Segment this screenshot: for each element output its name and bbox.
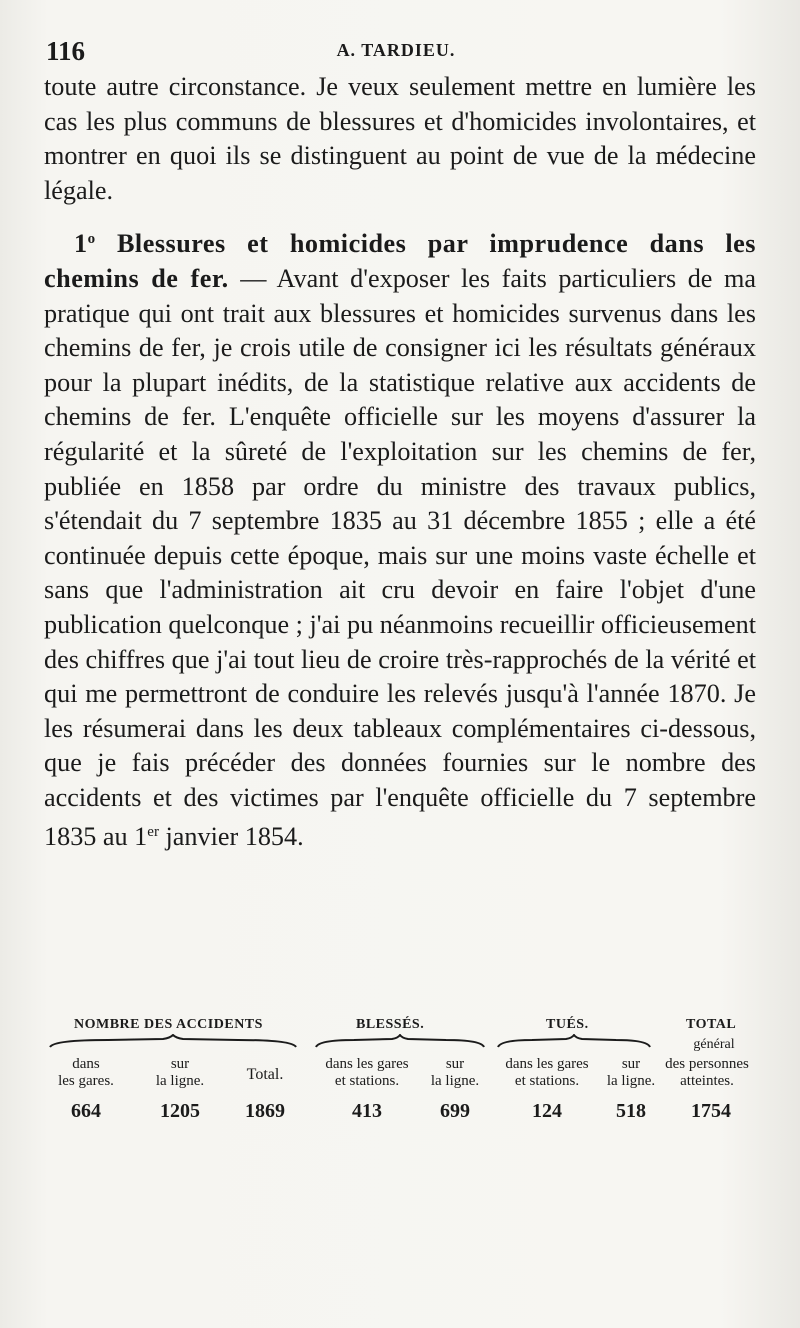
statistics-table bbox=[44, 1012, 760, 1132]
subhead-ligne-text: sur la ligne. bbox=[155, 1056, 205, 1089]
subhead-personnes-text: des personnes atteintes. bbox=[665, 1056, 749, 1089]
paragraph-2-sup: er bbox=[147, 824, 159, 841]
subhead-tues-ligne-text: sur la ligne. bbox=[606, 1056, 656, 1089]
value-accidents-ligne: 1205 bbox=[160, 1100, 200, 1122]
subhead-gares bbox=[46, 1056, 126, 1090]
subhead-tues-gares-text: dans les gares et stations. bbox=[505, 1056, 589, 1089]
header-total-general: général bbox=[693, 1037, 735, 1052]
value-accidents-gares: 664 bbox=[71, 1100, 101, 1122]
value-accidents-total: 1869 bbox=[245, 1100, 285, 1122]
subhead-ligne bbox=[140, 1056, 220, 1090]
brace-blesses bbox=[314, 1034, 486, 1048]
paragraph-2-body: — Avant d'exposer les faits particuliers de ma pratique qui ont trait aux blessures et homicides survenus dans les chemins de fer, je crois utile de consigner ici les résultats généraux pour la plupart inédits, de la statistique relative aux accidents de chemins de fer. L'enquête officielle sur les moyens d'assurer la régularité et la sûreté de l'exploitation sur les chemins de fer, publiée en 1858 par ordre du ministre des travaux publics, s'étendait du 7 septembre 1835 au 31 décembre 1855 ; elle a été continuée depuis cette époque, mais sur une moins vaste échelle et sans que l'administration ait cru devoir en faire l'objet d'une publication quelconque ; j'ai pu néanmoins recueillir officieusement des chiffres que j'ai tout lieu de croire très-rapprochés de la vérité et qui me permettront de conduire les relevés jusqu'à l'année 1870. Je les résumerai dans les deux tableaux complémentaires ci-dessous, que je fais précéder des données fournies sur le nombre des accidents et des victimes par l'enquête officielle du 7 septembre 1835 au 1 bbox=[44, 263, 757, 852]
header-accidents: NOMBRE DES ACCIDENTS bbox=[74, 1017, 263, 1032]
header-blesses: BLESSÉS. bbox=[356, 1017, 425, 1032]
subhead-tues-gares bbox=[492, 1056, 602, 1090]
value-tues-gares: 124 bbox=[532, 1100, 562, 1122]
section-number: 1 bbox=[74, 229, 88, 259]
body-text bbox=[44, 70, 756, 855]
value-total-personnes: 1754 bbox=[691, 1100, 731, 1122]
brace-accidents bbox=[48, 1034, 298, 1048]
value-blesses-gares: 413 bbox=[352, 1100, 382, 1122]
section-title: Blessures et homicides par imprudence dans les chemins de fer. bbox=[44, 229, 756, 293]
subhead-blesses-ligne-text: sur la ligne. bbox=[430, 1056, 480, 1089]
subhead-personnes bbox=[654, 1056, 760, 1090]
paragraph-2-end: janvier 1854. bbox=[158, 822, 304, 852]
subhead-blesses-gares bbox=[312, 1056, 422, 1090]
page-number: 116 bbox=[46, 36, 86, 66]
subhead-gares-text: dans les gares. bbox=[58, 1056, 114, 1089]
subhead-blesses-gares-text: dans les gares et stations. bbox=[325, 1056, 409, 1089]
header-total: TOTAL bbox=[686, 1017, 737, 1032]
subhead-blesses-ligne bbox=[420, 1056, 490, 1090]
brace-tues bbox=[496, 1034, 652, 1048]
value-tues-ligne: 518 bbox=[616, 1100, 646, 1122]
running-title: A. TARDIEU. bbox=[336, 40, 456, 60]
section-number-sup: o bbox=[87, 231, 96, 248]
paragraph-1: toute autre circonstance. Je veux seulement mettre en lumière les cas les plus communs de blessures et d'homicides involontaires, et montrer en quoi ils se distinguent au point de vue de la médecine légale. bbox=[44, 72, 756, 205]
header-tues: TUÉS. bbox=[546, 1017, 589, 1032]
page-header bbox=[40, 32, 752, 68]
value-blesses-ligne: 699 bbox=[440, 1100, 470, 1122]
paragraph-2 bbox=[44, 222, 756, 855]
subhead-total: Total. bbox=[246, 1066, 284, 1083]
